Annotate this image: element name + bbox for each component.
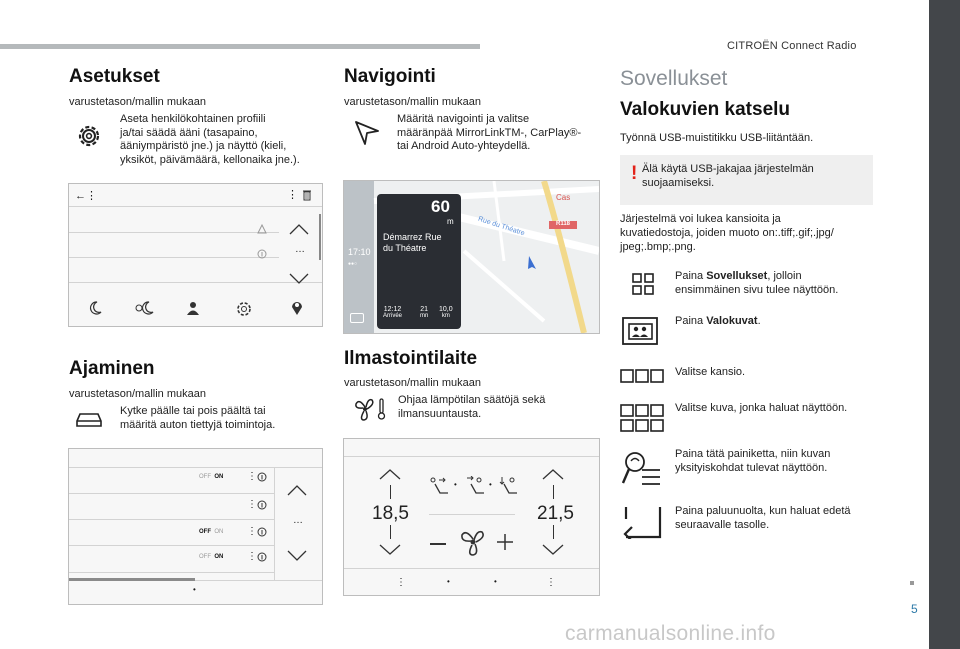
step-select-image: Valitse kuva, jonka haluat näyttöön. [675, 402, 848, 414]
chevron-up-icon[interactable] [286, 483, 308, 497]
ilmastointi-title: Ilmastointilaite [344, 348, 478, 369]
temp-left-down-icon[interactable] [378, 543, 402, 557]
air-direction-feet-icon[interactable] [465, 476, 487, 496]
desc-line: ääniympäristö jne.) ja näyttö (kieli, [120, 140, 287, 152]
warning-exclamation-icon: ! [631, 163, 638, 184]
step-applications: Paina Sovellukset, jolloin ensimmäinen sivu tulee näyttöön. [675, 270, 839, 296]
climate-screen [343, 438, 600, 596]
ilmastointi-subtitle: varustetason/mallin mukaan [344, 377, 481, 389]
page-dot-icon: • [193, 585, 196, 594]
apps-grid-icon [632, 273, 654, 295]
arrival-time: 12:12 Arrivée [383, 306, 403, 319]
desc-line: tai Android Auto-yhteydellä. [397, 140, 531, 152]
toggle-switch[interactable]: OFF ON [199, 474, 224, 480]
divider [69, 206, 322, 207]
image-grid-icon [620, 404, 664, 432]
page-number: 5 [911, 602, 918, 616]
step-select-folder: Valitse kansio. [675, 366, 746, 378]
sovellukset-title: Sovellukset [620, 67, 728, 90]
desc-line: Määritä navigointi ja valitse [397, 113, 530, 125]
navigation-screen [343, 180, 600, 334]
clock: 17:10 [348, 247, 371, 257]
driving-screen [68, 448, 323, 605]
photo-section-title: Valokuvien katselu [620, 99, 791, 120]
desc-line: yksiköt, päivämäärä, kellonaika jne.). [120, 153, 300, 166]
divider [344, 568, 599, 569]
temp-left: 18,5 [372, 503, 409, 524]
side-strip [929, 0, 960, 649]
divider [69, 467, 322, 468]
chevron-down-icon[interactable] [286, 549, 308, 563]
temp-right-down-icon[interactable] [541, 543, 565, 557]
header-bar [0, 44, 480, 49]
step-go-back: Paina paluunuolta, kun haluat edetä seuraavalle tasolle. [675, 505, 851, 531]
signal-indicator: ●●○ [348, 261, 358, 267]
desc-line: Ohjaa lämpötilan säätöjä sekä [398, 394, 546, 406]
separator-dot: • [454, 480, 457, 489]
info-icon[interactable] [257, 249, 267, 259]
navigointi-title: Navigointi [344, 66, 436, 87]
gear-icon[interactable] [232, 299, 252, 317]
car-icon [74, 409, 104, 429]
home-button[interactable] [350, 313, 364, 323]
navigation-arrow-icon [352, 118, 382, 148]
toggle-switch[interactable]: OFF ON [199, 554, 224, 560]
ajaminen-subtitle: varustetason/mallin mukaan [69, 388, 206, 400]
air-direction-down-icon[interactable] [498, 476, 520, 496]
back-arrow-icon[interactable]: ←⋮ [75, 190, 97, 202]
usb-intro: Työnnä USB-muistitikku USB-liitäntään. [620, 132, 814, 144]
divider [69, 493, 274, 494]
divider [69, 257, 279, 258]
desc-line: ilmansuuntausta. [398, 407, 482, 420]
warning-triangle-icon[interactable] [257, 224, 267, 234]
trash-icon[interactable] [302, 189, 312, 201]
fan-decrease-icon[interactable] [430, 543, 446, 545]
navigointi-subtitle: varustetason/mallin mukaan [344, 96, 481, 108]
divider [344, 456, 599, 457]
divider [390, 525, 391, 539]
divider [69, 545, 274, 546]
page-header-title: CITROËN Connect Radio [727, 40, 857, 52]
divider [390, 485, 391, 499]
step-photos: Paina Valokuvat. [675, 315, 761, 327]
fan-temperature-icon [353, 396, 387, 422]
divider [69, 519, 274, 520]
ajaminen-description [120, 405, 275, 432]
options-icon[interactable]: ⋮ [287, 189, 298, 201]
tab-indicator [69, 578, 195, 581]
settings-gear-icon [75, 122, 103, 150]
folder-row-icon [620, 369, 664, 383]
ilmastointi-description [398, 394, 545, 421]
remaining-distance: 10,0 km [439, 306, 453, 319]
separator-dot: • [494, 577, 497, 586]
details-search-icon [622, 450, 662, 488]
fan-increase-icon[interactable] [496, 533, 514, 551]
separator-dot: • [447, 577, 450, 586]
info-icon[interactable] [257, 552, 267, 562]
distance-value: 60 [431, 197, 450, 216]
desc-line: ja/tai säädä ääni (tasapaino, [120, 126, 258, 139]
options-icon[interactable]: ⋮ [247, 526, 257, 537]
night-mode-icon[interactable] [87, 300, 103, 316]
asetukset-title: Asetukset [69, 66, 160, 87]
desc-line: Kytke päälle tai pois päältä tai [120, 405, 266, 417]
ajaminen-title: Ajaminen [69, 358, 155, 379]
info-icon[interactable] [257, 527, 267, 537]
options-icon[interactable]: ⋮ [396, 577, 406, 588]
road-name: Rue du Théatre [477, 215, 526, 238]
temp-right-up-icon[interactable] [541, 467, 565, 481]
distance-unit: m [447, 217, 454, 226]
divider [274, 467, 275, 580]
map-tag: Cas [556, 193, 571, 202]
temp-left-up-icon[interactable] [378, 467, 402, 481]
divider [429, 514, 515, 515]
back-arrow-icon [622, 505, 662, 539]
step-image-details: Paina tätä painiketta, niin kuvan yksityiskohdat tulevat näyttöön. [675, 448, 831, 474]
options-icon[interactable]: ⋮ [546, 577, 556, 588]
location-settings-icon[interactable] [286, 298, 306, 316]
desc-line: Aseta henkilökohtainen profiili [120, 113, 266, 125]
navigointi-description [397, 113, 581, 154]
options-icon[interactable]: ⋮ [247, 551, 257, 562]
asetukset-description [120, 113, 300, 167]
info-icon[interactable] [257, 472, 267, 482]
duration: 21 mn [420, 306, 429, 319]
settings-screen [68, 183, 323, 327]
supported-formats: Järjestelmä voi lukea kansioita ja kuvatiedostoja, joiden muoto on:.tiff;.gif;.jpg/ jpeg;.bmp;.png. [620, 213, 834, 253]
divider [69, 282, 322, 283]
air-direction-face-icon[interactable] [429, 476, 451, 496]
guidance-panel [377, 194, 461, 329]
page-marker [910, 581, 914, 585]
page-indicator-icon: … [295, 244, 305, 255]
info-icon[interactable] [257, 500, 267, 510]
chevron-down-icon[interactable] [288, 272, 310, 286]
asetukset-subtitle: varustetason/mallin mukaan [69, 96, 206, 108]
warning-text: Älä käytä USB-jakajaa järjestelmän suojaamiseksi. [642, 163, 814, 189]
divider [553, 485, 554, 499]
divider [69, 572, 274, 573]
divider [69, 232, 279, 233]
desc-line: määränpää MirrorLinkTM-, CarPlay®- [397, 126, 582, 139]
options-icon[interactable]: ⋮ [247, 471, 257, 482]
scrollbar[interactable] [319, 214, 321, 260]
chevron-up-icon[interactable] [288, 222, 310, 236]
temp-right: 21,5 [537, 503, 574, 524]
options-icon[interactable]: ⋮ [247, 499, 257, 510]
fan-icon [457, 527, 489, 557]
profile-icon[interactable] [184, 300, 200, 316]
divider [553, 525, 554, 539]
separator-dot: • [489, 480, 492, 489]
desc-line: määritä auton tiettyjä toimintoja. [120, 418, 276, 431]
road-badge: R118 [556, 221, 571, 227]
street-name: Démarrez Rue du Théatre [383, 232, 442, 253]
page-indicator-icon: … [293, 515, 303, 526]
photos-icon [622, 317, 658, 345]
toggle-switch[interactable]: OFF ON [199, 529, 224, 535]
watermark: carmanualsonline.info [565, 622, 776, 645]
brightness-night-icon[interactable] [133, 300, 155, 316]
